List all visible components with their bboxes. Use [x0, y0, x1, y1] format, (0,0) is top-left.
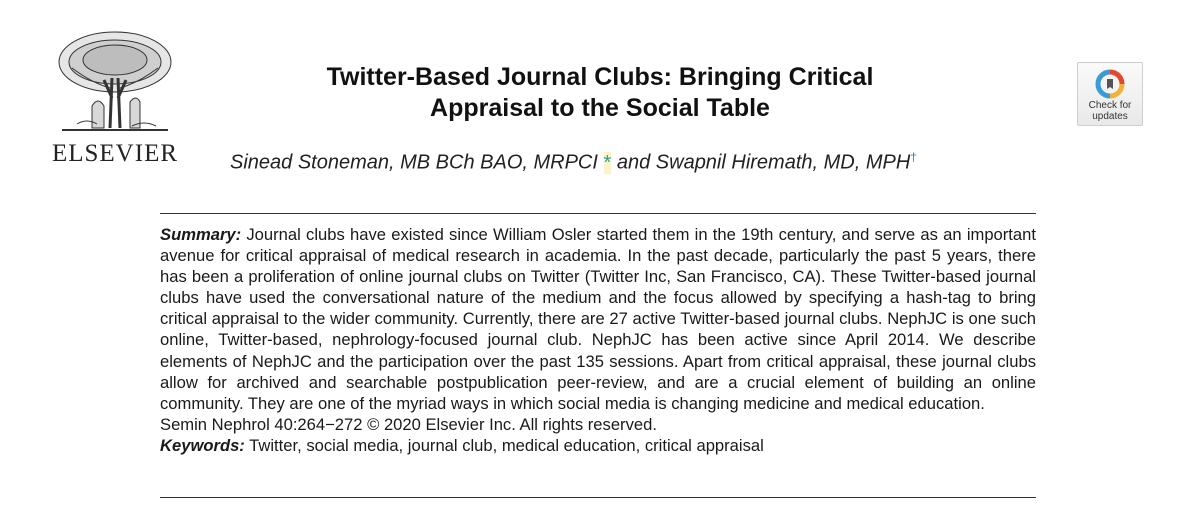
author-line [230, 150, 990, 175]
check-for-updates-button[interactable] [1077, 62, 1143, 126]
abstract [160, 224, 1036, 456]
corresponding-author-mark[interactable]: * [603, 151, 612, 174]
crossmark-label: Check for updates [1088, 100, 1132, 122]
title-line-2: Appraisal to the Social Table [430, 94, 770, 122]
crossmark-icon [1095, 69, 1125, 99]
bottom-divider [160, 497, 1036, 498]
summary-text: Journal clubs have existed since William Osler started them in the 19th century, and serve as an important avenue for critical appraisal of medical research in academia. In the past decade, particularly the past 5 years, there has been a proliferation of online journal clubs on Twitter (Twitter Inc, San Francisco, CA). These Twitter-based journal clubs have used the conversational nature of the medium and the focus allowed by specifying a hash-tag to bring critical appraisal to the wider community. Currently, there are 27 active Twitter-based journal clubs. NephJC is one such online, Twitter-based, nephrology-focused journal club. NephJC has been active since April 2014. We describe elements of NephJC and the participation over the past 135 sessions. Apart from critical appraisal, these journal clubs allow for archived and searchable postpublication peer-review, and are a crucial element of building an online community. They are one of the myriad ways in which social media is changing medicine and medical education. [160, 225, 1036, 413]
elsevier-wordmark: ELSEVIER [51, 140, 179, 167]
author-2[interactable]: Swapnil Hiremath, MD, MPH [655, 151, 911, 174]
keywords-label: Keywords: [160, 435, 245, 455]
affiliation-mark[interactable]: † [910, 150, 917, 164]
top-divider [160, 213, 1036, 214]
elsevier-logo [40, 28, 190, 168]
author-1[interactable]: Sinead Stoneman, MB BCh BAO, MRPCI [230, 151, 598, 174]
elsevier-tree-icon [52, 28, 178, 138]
summary-label: Summary: [160, 225, 242, 244]
title-line-1: Twitter-Based Journal Clubs: Bringing Critical [326, 63, 874, 91]
keywords-line [160, 435, 1036, 456]
article-title [240, 62, 960, 124]
summary-paragraph [160, 224, 1036, 414]
citation-line: Semin Nephrol 40:264−272 © 2020 Elsevier Inc. All rights reserved. [160, 414, 657, 434]
keywords-text: Twitter, social media, journal club, medical education, critical appraisal [244, 435, 764, 455]
author-connector: and [611, 151, 656, 174]
